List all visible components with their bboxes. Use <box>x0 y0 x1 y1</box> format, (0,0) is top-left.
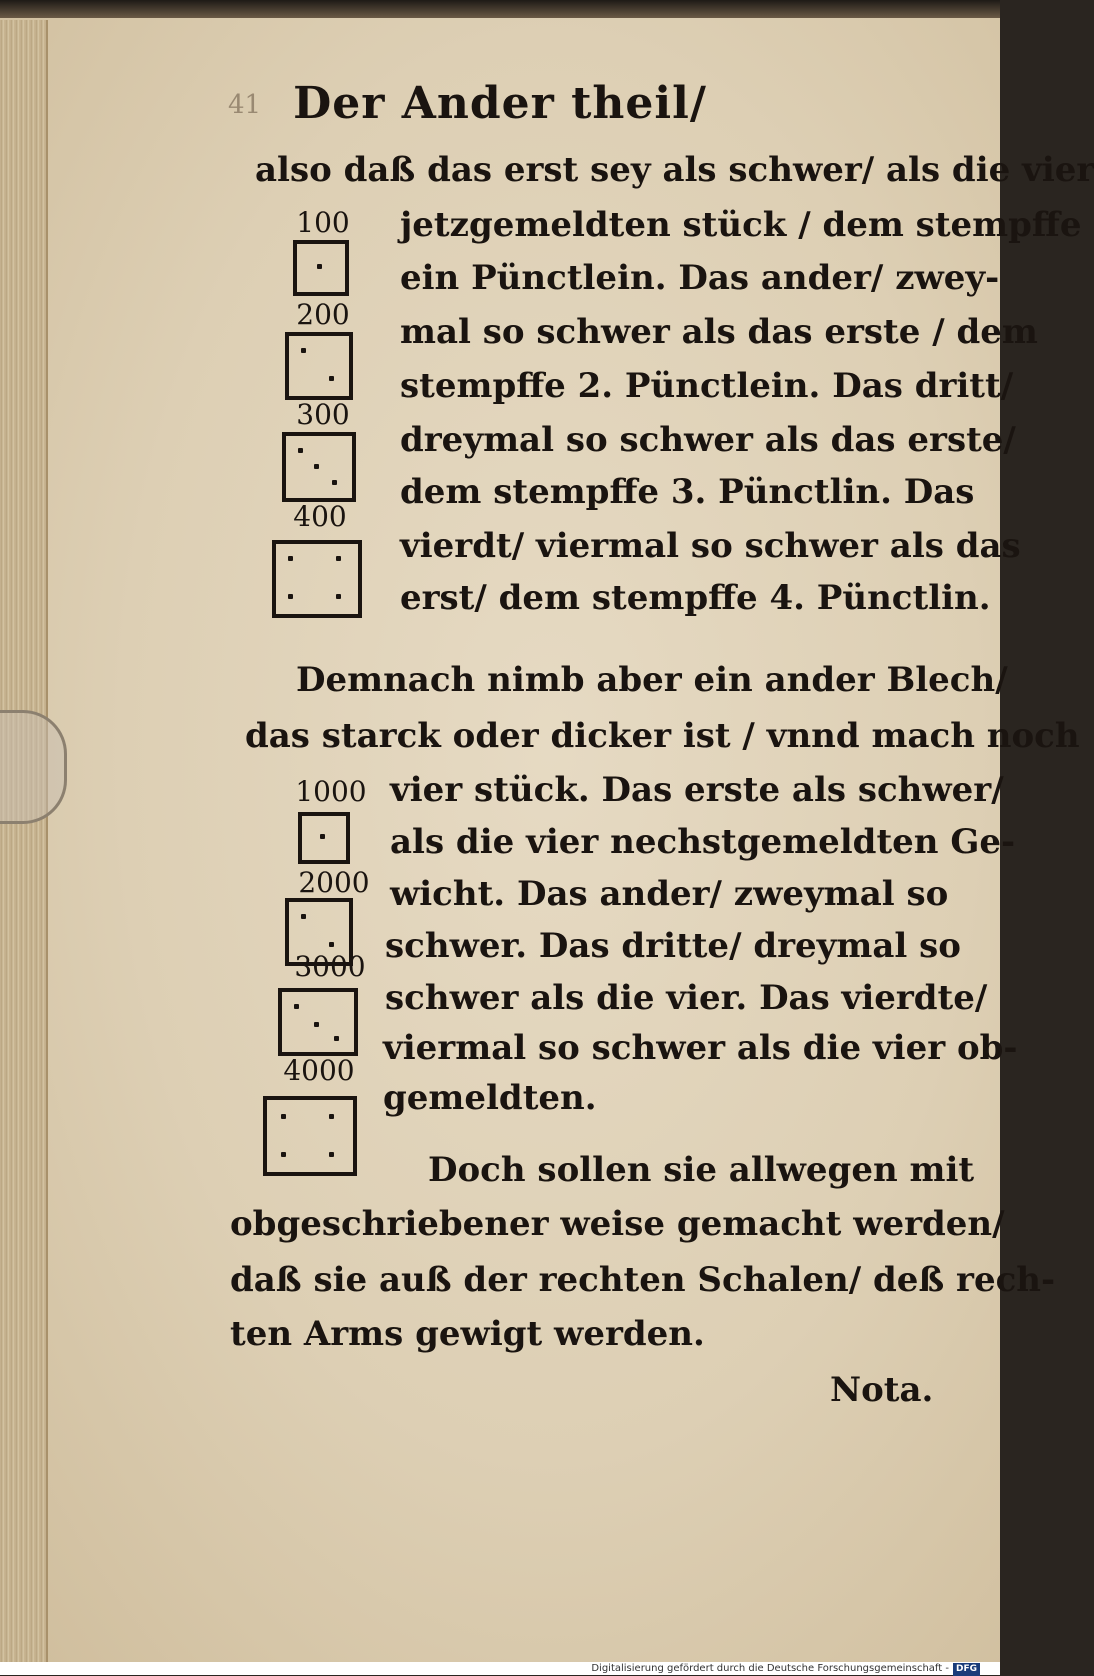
weight-label: 300 <box>296 398 350 431</box>
digitization-footer <box>0 1662 1000 1675</box>
dfg-logo: DFG <box>953 1663 980 1676</box>
weight-label: 1000 <box>295 775 367 808</box>
text-line: mal so schwer als das erste / dem <box>400 312 1038 352</box>
weight-stamp-4000 <box>263 1096 357 1176</box>
weight-label: 3000 <box>294 950 366 983</box>
text-line: wicht. Das ander/ zweymal so <box>390 874 949 914</box>
text-line: schwer als die vier. Das vierdte/ <box>385 978 988 1018</box>
weight-stamp-3000 <box>278 988 358 1056</box>
text-line: das starck oder dicker ist / vnnd mach noch <box>245 716 1080 756</box>
text-line: gemeldten. <box>383 1078 597 1118</box>
page-edges <box>0 20 48 1662</box>
text-line: schwer. Das dritte/ dreymal so <box>385 926 961 966</box>
weight-label: 100 <box>296 206 350 239</box>
weight-label: 2000 <box>298 866 370 899</box>
page-clip <box>0 710 67 824</box>
top-shadow <box>0 0 1000 18</box>
weight-label: 200 <box>296 298 350 331</box>
text-line: Demnach nimb aber ein ander Blech/ <box>296 660 1008 700</box>
text-line: dreymal so schwer als das erste/ <box>400 420 1016 460</box>
weight-stamp-3 <box>282 432 356 502</box>
weight-label: 4000 <box>283 1054 355 1087</box>
text-line: vier stück. Das erste als schwer/ <box>390 770 1004 810</box>
running-header: Der Ander theil/ <box>293 78 707 129</box>
catchword: Nota. <box>830 1370 934 1410</box>
text-line: daß sie auß der rechten Schalen/ deß rech- <box>230 1260 1056 1300</box>
text-line: also daß das erst sey als schwer/ als die vier <box>255 150 1094 190</box>
text-line: erst/ dem stempffe 4. Pünctlin. <box>400 578 991 618</box>
text-line: ein Pünctlein. Das ander/ zwey- <box>400 258 1000 298</box>
text-line: obgeschriebener weise gemacht werden/ <box>230 1204 1005 1244</box>
text-line: Doch sollen sie allwegen mit <box>428 1150 975 1190</box>
text-line: vierdt/ viermal so schwer als das <box>400 526 1021 566</box>
page-number: 41 <box>228 90 262 120</box>
weight-stamp-2 <box>285 332 353 400</box>
weight-label: 400 <box>293 500 347 533</box>
text-line: viermal so schwer als die vier ob- <box>383 1028 1018 1068</box>
weight-stamp-4 <box>272 540 362 618</box>
text-line: jetzgemeldten stück / dem stempffe <box>400 205 1082 245</box>
weight-stamp-1 <box>293 240 349 296</box>
text-line: stempffe 2. Pünctlein. Das dritt/ <box>400 366 1014 406</box>
weight-stamp-1000 <box>298 812 350 864</box>
text-line: dem stempffe 3. Pünctlin. Das <box>400 472 975 512</box>
text-line: ten Arms gewigt werden. <box>230 1314 705 1354</box>
footer-text: Digitalisierung gefördert durch die Deutsche Forschungsgemeinschaft - <box>591 1663 949 1674</box>
text-line: als die vier nechstgemeldten Ge- <box>390 822 1016 862</box>
